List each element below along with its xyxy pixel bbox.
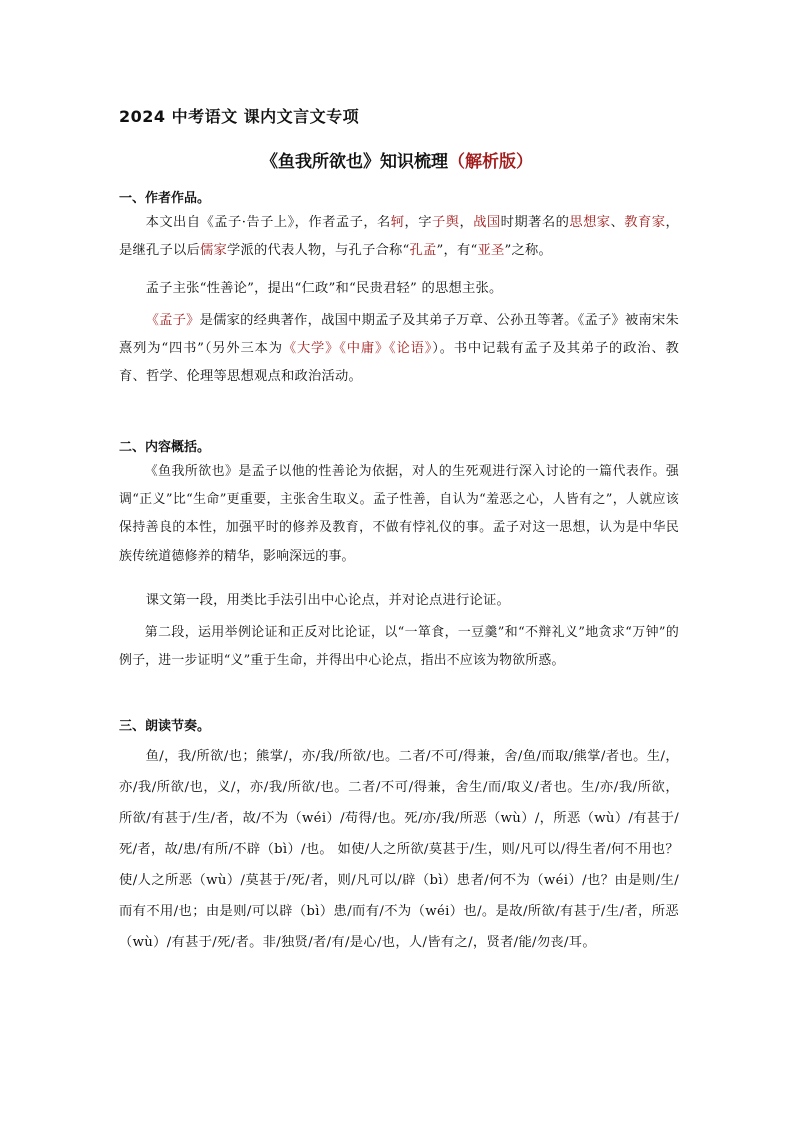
paragraph-author-thought: [119, 275, 679, 303]
highlight-text: 教育家: [624, 215, 666, 230]
paragraph-book-intro: [119, 307, 679, 392]
body-text: ”之称。: [504, 243, 552, 259]
body-text: 、: [610, 215, 625, 230]
highlight-text: 《大学》《中庸》《论语》: [282, 341, 433, 357]
highlight-text: 亚圣: [477, 243, 505, 259]
highlight-text: 思想家: [569, 215, 611, 230]
body-text: ）。书中记载有孟子及其弟子的政治、教育、哲学、伦理等思想观点和政治活动。: [119, 341, 680, 385]
body-text: ”，有“: [436, 243, 478, 259]
section-heading-summary: 二、内容概括。: [119, 440, 211, 455]
paragraph-summary-main: [119, 458, 679, 571]
body-text: 是儒家的经典著作，战国中期孟子及其弟子万章、公孙丑等著。《孟子》被南宋朱熹列为“四书”（另外三本为: [119, 313, 679, 357]
highlight-text: 《孟子》: [145, 313, 200, 328]
body-text: 第二段，运用举例论证和正反对比论证，以“一箪食，一豆羹”和“不辩礼义”地贪求“万钟”的例子，进一步证明“义”重于生命，并得出中心论点，指出不应该为物欲所惑。: [119, 625, 679, 669]
body-text: ，是继孔子以后: [119, 215, 679, 259]
body-text: 孟子主张“性善论”，提出“仁政”和“民贵君轻” 的思想主张。: [145, 281, 503, 296]
paragraph-reading-rhythm: [119, 741, 679, 958]
highlight-text: 子舆: [432, 215, 460, 230]
subtitle-tag: （解析版）: [448, 152, 533, 172]
body-text: 本文出自《孟子·告子上》，作者孟子，名: [145, 215, 391, 230]
body-text: 《鱼我所欲也》是孟子以他的性善论为依据，对人的生死观进行深入讨论的一篇代表作。强调“正义”比“生命”更重要，主张舍生取义。孟子性善，自认为“羞恶之心，人皆有之”，人就应该保持善良的本性，加强平时的修养及教育，不做有悖礼仪的事。孟子对这一思想，认为是中华民族传统道德修养的精华，影响深远的事。: [119, 464, 679, 564]
highlight-text: 孔孟: [409, 243, 437, 259]
paragraph-author-intro: [119, 209, 679, 265]
paragraph-summary-second: [119, 619, 679, 675]
section-heading-rhythm: 三、朗读节奏。: [119, 719, 211, 734]
body-text: 课文第一段，用类比手法引出中心论点，并对论点进行论证。: [145, 593, 511, 608]
body-text: 时期著名的: [500, 215, 570, 230]
document-subtitle: [0, 147, 794, 172]
highlight-text: 战国: [473, 215, 501, 230]
document-title: 2024 中考语文 课内文言文专项: [119, 107, 360, 126]
section-heading-author: 一、作者作品。: [119, 191, 211, 206]
body-text: 鱼/，我/所欲/也；熊掌/，亦/我/所欲/也。二者/不可/得兼，舍/鱼/而取/熊掌/者也。生/，亦/我/所欲/也，义/，亦/我/所欲/也。二者/不可/得兼，舍生/而/取义/者也。生/亦/我/所欲，所欲/有甚于/生/者，故/不为（wéi）/苟得/也。死/亦/我/所恶（wù）/，所恶（wù）/有甚于/死/者，故/患/有所/不辟（bì）/也。 如使/人之所欲/莫甚于/生，则/凡可以/得生者/何不用也？使/人之所恶（wù）/莫甚于/死/者，则/凡可以/辟（bì）患者/何不为（wéi）/也？由是则/生/而有不用/也；由是则/可以辟（bì）患/而有/不为（wéi）也/。是故/所欲/有甚于/生/者，所恶（wù）/有甚于/死/者。非/独贤/者/有/是心/也，人/皆有之/，贤者/能/勿丧/耳。: [119, 749, 679, 950]
highlight-text: 儒家: [199, 243, 227, 259]
highlight-text: 轲: [390, 215, 405, 230]
body-text: ，字: [404, 215, 432, 230]
paragraph-summary-first: [119, 587, 679, 615]
body-text: ，: [459, 215, 474, 230]
body-text: 学派的代表人物，与孔子合称“: [226, 243, 410, 259]
subtitle-main: 《鱼我所欲也》知识梳理: [261, 152, 448, 172]
